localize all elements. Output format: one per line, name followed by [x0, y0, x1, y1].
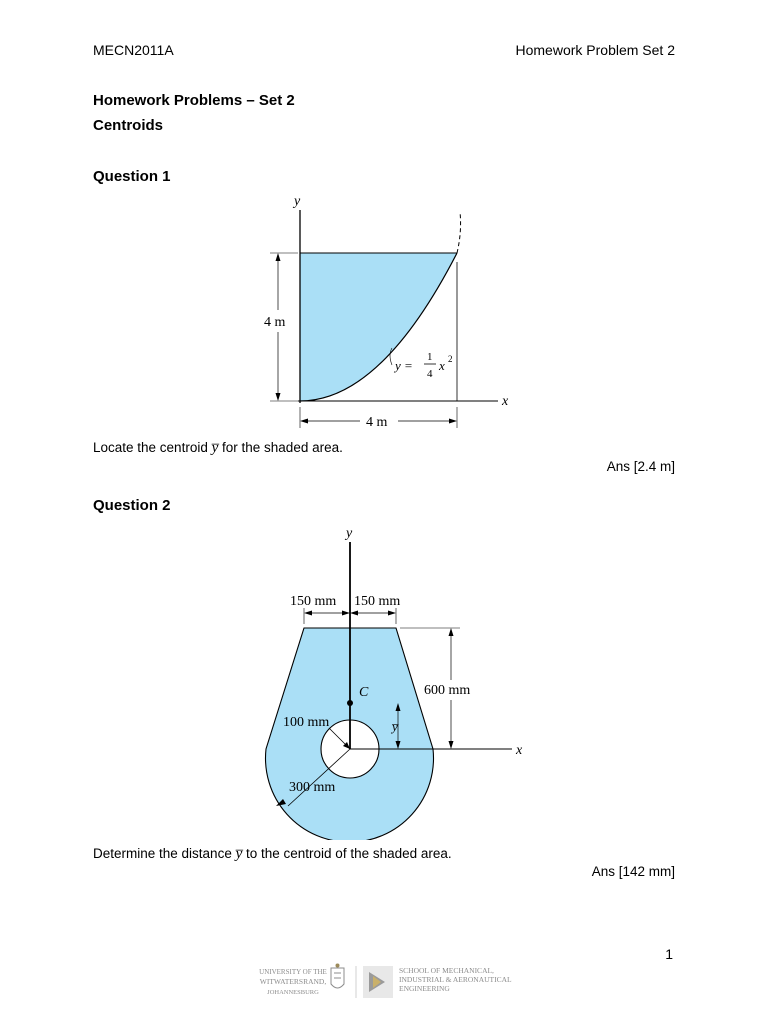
school-line2: INDUSTRIAL & AERONAUTICAL: [399, 975, 512, 984]
question1-figure: [255, 190, 525, 435]
q2-outer-radius-dim: 300 mm: [289, 780, 336, 795]
q2-ybar-symbol: y̅: [235, 846, 243, 862]
wits-line3: JOHANNESBURG: [267, 989, 319, 996]
page-number: 1: [665, 946, 673, 962]
q1-shaded-area: [300, 253, 457, 401]
q2-ybar-label: y̅: [392, 719, 398, 734]
q2-hole-radius-dim: 100 mm: [283, 715, 330, 730]
question1-heading: Question 1: [93, 168, 171, 185]
q1-eq-lhs: y =: [395, 358, 413, 373]
school-logo-icon: [363, 966, 393, 998]
q1-height-dim: 4 m: [264, 315, 286, 330]
school-line3: ENGINEERING: [399, 984, 450, 993]
question1-prompt: Locate the centroid y̅ for the shaded area.: [93, 440, 343, 456]
wits-crest-icon: [331, 964, 344, 989]
q1-eq-num: 1: [427, 351, 433, 363]
q1-ybar-symbol: y̅: [211, 440, 219, 456]
question2-answer: Ans [142 mm]: [591, 864, 675, 879]
q2-y-label: y: [346, 526, 353, 541]
q2-x-label: x: [516, 743, 523, 758]
page-subtitle: Centroids: [93, 117, 164, 134]
q2-centroid-point: [347, 700, 353, 706]
wits-line1: UNIVERSITY OF THE: [259, 968, 327, 976]
q2-centroid-label: C: [359, 685, 369, 700]
school-line1: SCHOOL OF MECHANICAL,: [399, 966, 494, 975]
question1-answer: Ans [2.4 m]: [606, 459, 675, 474]
q2-top-right-dim: 150 mm: [354, 594, 401, 609]
question2-heading: Question 2: [93, 497, 171, 514]
q1-width-dim: 4 m: [366, 415, 388, 430]
q1-x-label: x: [502, 394, 509, 409]
q1-eq-x: x: [439, 358, 445, 373]
set-title: Homework Problem Set 2: [515, 42, 675, 58]
q1-y-label: y: [294, 194, 301, 209]
q2-top-left-dim: 150 mm: [290, 594, 337, 609]
q1-eq-den: 4: [427, 368, 433, 380]
wits-line2: WITWATERSRAND,: [259, 977, 327, 986]
footer-logos: [243, 962, 528, 1002]
q2-height-dim: 600 mm: [424, 683, 471, 698]
course-code: MECN2011A: [93, 42, 174, 58]
question2-figure: [255, 520, 535, 840]
q1-eq-exp: 2: [448, 354, 453, 364]
question2-prompt: Determine the distance y̅ to the centroid of the shaded area.: [93, 846, 452, 862]
page-title: Homework Problems – Set 2: [93, 92, 295, 109]
